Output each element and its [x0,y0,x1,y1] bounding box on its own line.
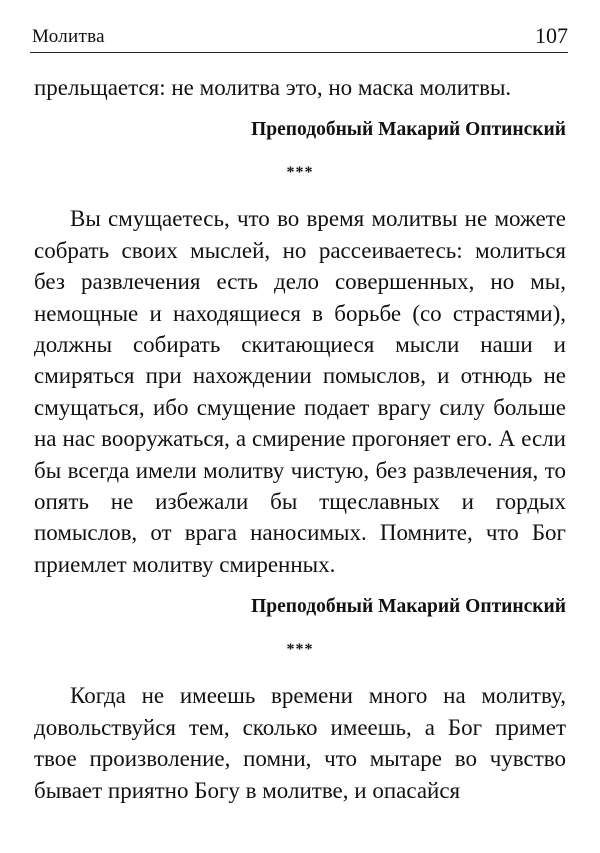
separator-2: *** [286,641,314,659]
page-number: 107 [535,23,568,48]
paragraph-2: Вы смущаетесь, что во время молитвы не можете собрать своих мыслей, но рассеиваетесь: молиться без развлечения есть дело совершенных, но мы, немощные и находящиеся в борьбе (со страстями), должны собирать скитающиеся мысли наши и смиряться при нахождении помыслов, и отнюдь не смущаться, ибо смущение подает врагу силу больше на нас вооружаться, а смирение прогоняет его. А если бы всегда имели молитву чистую, без развлечения, то опять не избежали бы тщеславных и гордых помыслов, от врага наносимых. Помните, что Бог приемлет молитву смиренных. [34,206,566,577]
attribution-2: Преподобный Макарий Оптинский [251,596,566,618]
paragraph-3: Когда не имеешь времени много на молитву, довольствуйся тем, сколько имеешь, а Бог примет твое произволение, помни, что мытаре во чувство бывает приятно Богу в молитве, и опасайся [34,683,566,803]
body-text [34,72,566,806]
running-title: Молитва [32,26,105,47]
running-header [30,22,568,53]
attribution-1: Преподобный Макарий Оптинский [251,119,566,141]
separator-1: *** [286,164,314,182]
paragraph-continuation: прельщается: не молитва это, но маска молитвы. [34,75,512,100]
